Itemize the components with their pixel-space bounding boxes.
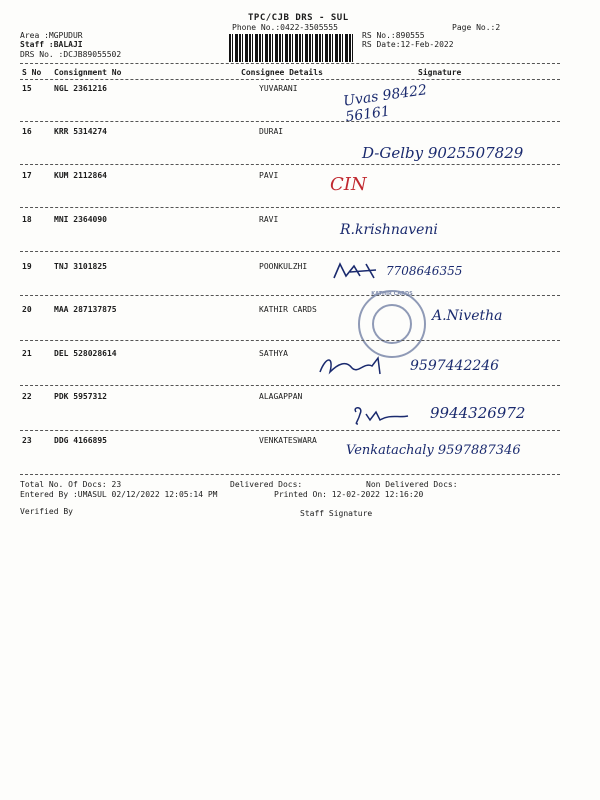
row-divider <box>20 251 560 252</box>
row-consignee: KATHIR CARDS <box>259 305 317 314</box>
seal-inner-ring <box>372 304 412 344</box>
row-consignee: DURAI <box>259 127 284 136</box>
row-consignee: RAVI <box>259 215 279 224</box>
col-header-signature: Signature <box>418 68 462 77</box>
entered-by: Entered By :UMASUL 02/12/2022 12:05:14 PM <box>20 490 218 499</box>
verified-by: Verified By <box>20 507 73 516</box>
staff-signature: Staff Signature <box>300 509 373 518</box>
row-signature: CIN <box>330 174 367 195</box>
page-number: Page No.:2 <box>452 23 501 32</box>
row-consignee: ALAGAPPAN <box>259 392 303 401</box>
row-sno: 15 <box>22 84 32 93</box>
row-consignment: TNJ 3101825 <box>54 262 107 271</box>
row-consignment: KRR 5314274 <box>54 127 107 136</box>
col-header-consignee: Consignee Details <box>241 68 323 77</box>
row-consignment: PDK 5957312 <box>54 392 107 401</box>
row-sno: 16 <box>22 127 32 136</box>
row-sno: 17 <box>22 171 32 180</box>
row-sno: 19 <box>22 262 32 271</box>
row-signature: 7708646355 <box>386 264 463 278</box>
row-divider <box>20 121 560 122</box>
row-signature: 9944326972 <box>430 404 526 422</box>
staff-label: Staff :BALAJI <box>20 40 83 49</box>
row-consignment: DEL 528028614 <box>54 349 117 358</box>
row-consignment: MAA 287137875 <box>54 305 117 314</box>
row-signature: Uvas 98422 56161 <box>342 82 428 126</box>
header-rule-bottom <box>20 79 560 80</box>
row-sno: 23 <box>22 436 32 445</box>
row-sno: 18 <box>22 215 32 224</box>
area-label: Area :MGPUDUR <box>20 31 83 40</box>
row-signature: D-Gelby 9025507829 <box>362 144 524 162</box>
rs-date: RS Date:12-Feb-2022 <box>362 40 454 49</box>
row-consignee: VENKATESWARA <box>259 436 317 445</box>
document-title: TPC/CJB DRS - SUL <box>248 13 349 23</box>
row-divider <box>20 207 560 208</box>
drs-number: DRS No. :DCJB89055502 <box>20 50 122 59</box>
row-divider <box>20 430 560 431</box>
row-consignee: POONKULZHI <box>259 262 308 271</box>
row-divider <box>20 295 560 296</box>
row-sno: 20 <box>22 305 32 314</box>
row-divider <box>20 474 560 475</box>
row-divider <box>20 164 560 165</box>
col-header-sno: S No <box>22 68 42 77</box>
row-consignment: NGL 2361216 <box>54 84 107 93</box>
row-signature: A.Nivetha <box>432 308 503 324</box>
seal-text: KATHIR CARDS <box>371 291 413 297</box>
row-sno: 22 <box>22 392 32 401</box>
delivered-docs: Delivered Docs: <box>230 480 303 489</box>
header-rule-top <box>20 63 560 64</box>
row-consignment: MNI 2364090 <box>54 215 107 224</box>
non-delivered-docs: Non Delivered Docs: <box>366 480 458 489</box>
row-consignee: PAVI <box>259 171 279 180</box>
phone-number: Phone No.:0422-3505555 <box>232 23 338 32</box>
row-consignee: YUVARANI <box>259 84 298 93</box>
company-seal <box>358 290 426 358</box>
scribble-signature <box>330 260 386 282</box>
row-signature: Venkatachaly 9597887346 <box>346 443 521 458</box>
col-header-consignment: Consignment No <box>54 68 122 77</box>
scribble-signature <box>316 352 386 378</box>
total-docs: Total No. Of Docs: 23 <box>20 480 122 489</box>
row-signature: 9597442246 <box>410 358 500 374</box>
printed-on: Printed On: 12-02-2022 12:16:20 <box>274 490 424 499</box>
row-signature: R.krishnaveni <box>340 222 438 238</box>
row-divider <box>20 385 560 386</box>
rs-number: RS No.:890555 <box>362 31 425 40</box>
row-sno: 21 <box>22 349 32 358</box>
row-consignment: KUM 2112864 <box>54 171 107 180</box>
scribble-signature <box>350 404 412 426</box>
row-consignment: DDG 4166895 <box>54 436 107 445</box>
row-consignee: SATHYA <box>259 349 288 358</box>
row-divider <box>20 340 560 341</box>
barcode <box>229 34 353 62</box>
